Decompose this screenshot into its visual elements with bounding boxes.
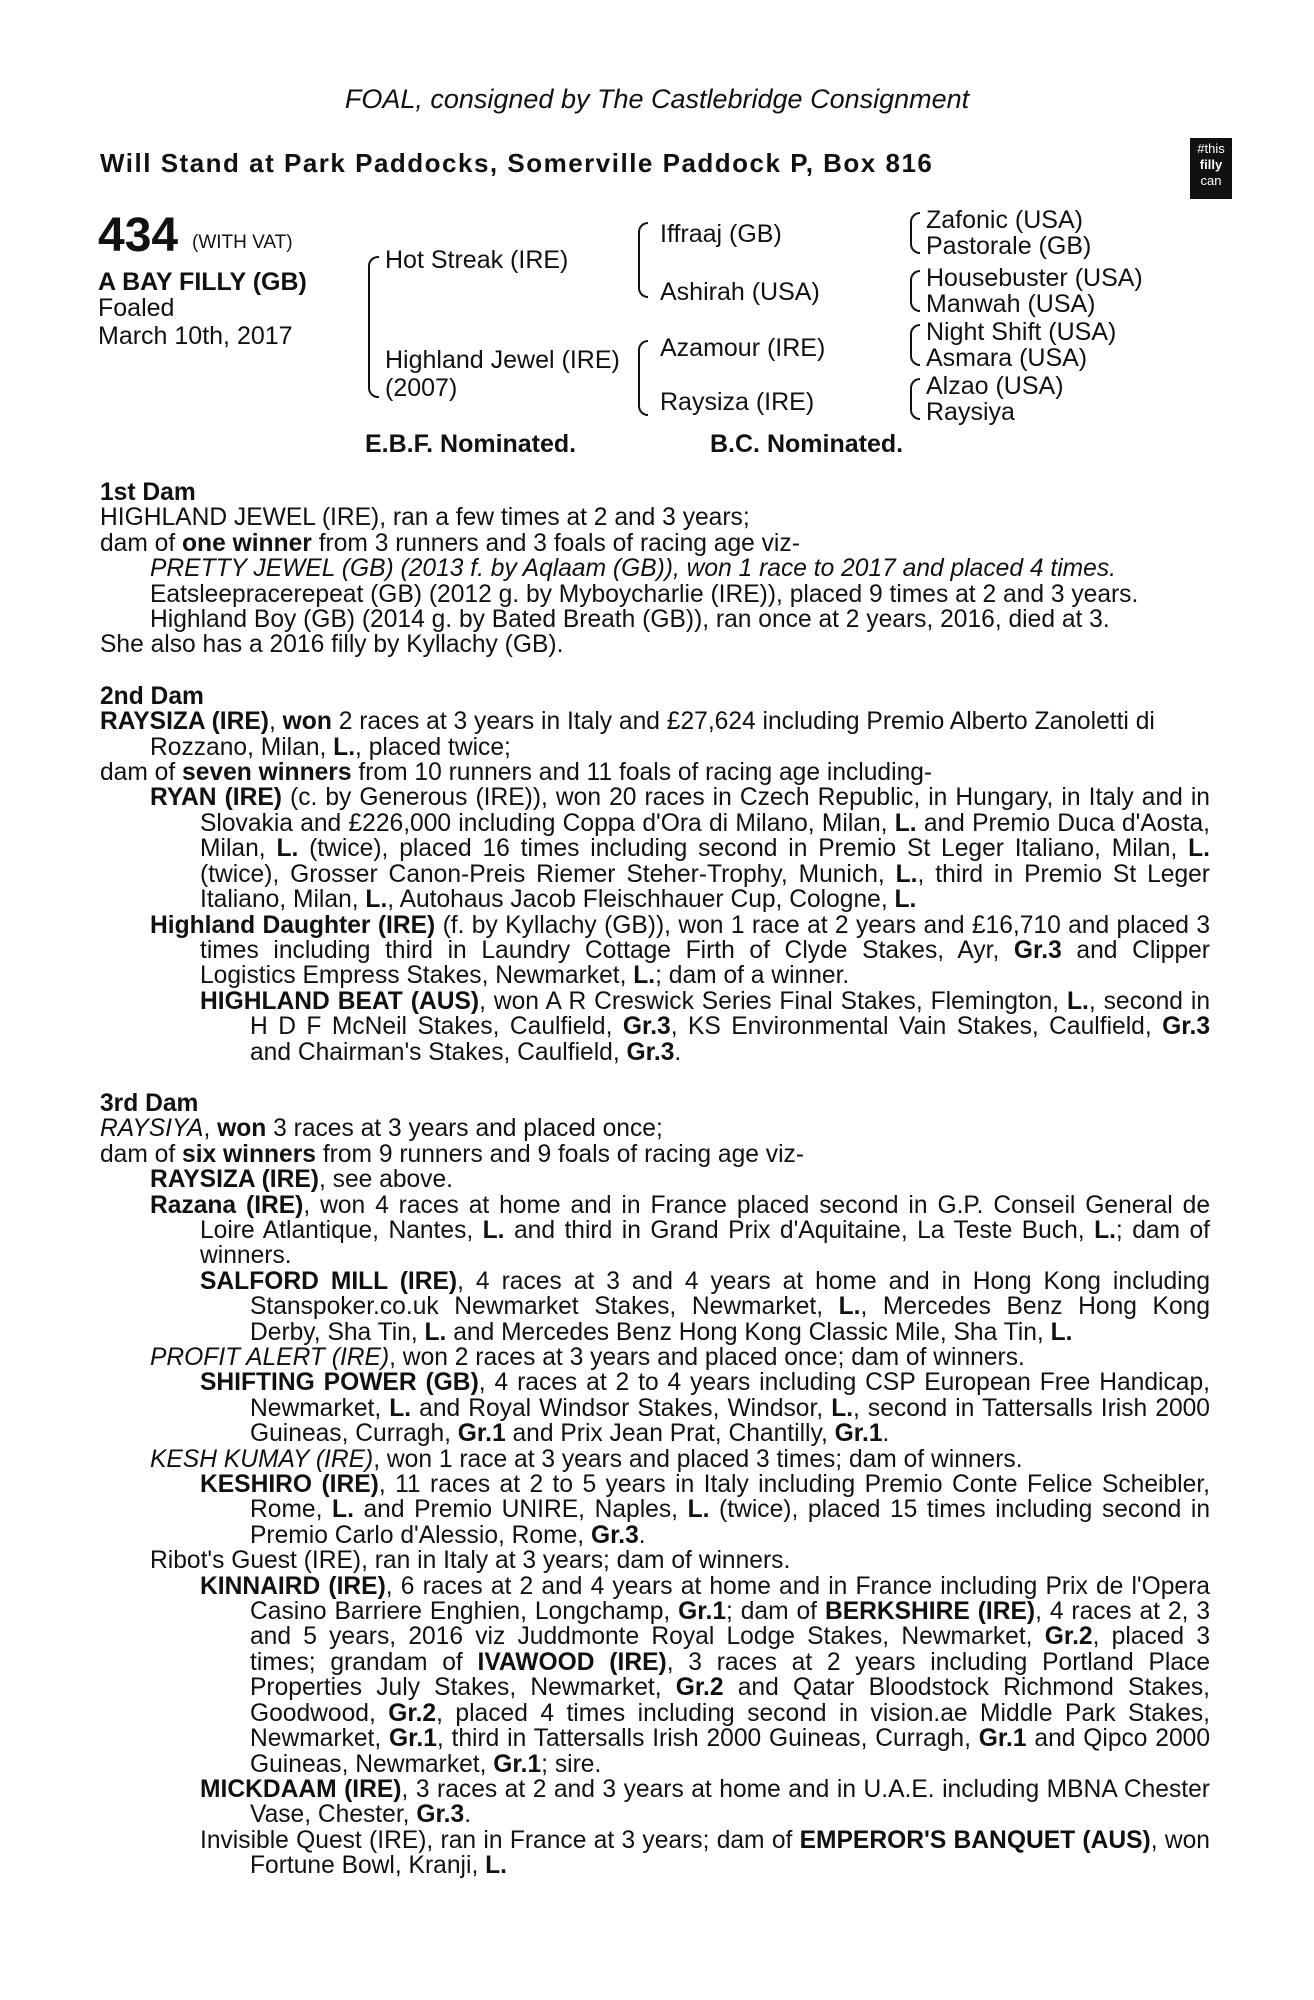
grand-offspring-entry: HIGHLAND BEAT (AUS), won A R Creswick Series Final Stakes, Flemington, L., second in H D F McNeil Stakes, Caulfield, Gr.3, KS Environmental Vain Stakes, Caulfield, Gr.3 and Chairman's Stakes, Caulfield, Gr.3.: [200, 987, 1210, 1066]
pedigree-dds: Alzao (USA): [926, 372, 1064, 400]
page-title: FOAL, consigned by The Castlebridge Consignment: [344, 84, 970, 114]
offspring-entry: PROFIT ALERT (IRE), won 2 races at 3 years and placed once; dam of winners.: [150, 1344, 1025, 1371]
pedigree-ssd: Pastorale (GB): [926, 232, 1092, 260]
pedigree-brace-1: [368, 256, 379, 398]
first-dam-heading: 1st Dam: [100, 479, 196, 506]
first-dam-note: She also has a 2016 filly by Kyllachy (GB).: [100, 631, 564, 659]
pedigree-sss: Zafonic (USA): [926, 206, 1083, 234]
first-dam-produce: dam of one winner from 3 runners and 3 foals of racing age viz-: [100, 529, 800, 557]
logo-line-3: can: [1200, 173, 1222, 188]
pedigree-sds: Housebuster (USA): [926, 264, 1143, 292]
pedigree-brace-3c: [910, 324, 920, 366]
grand-offspring-entry: SHIFTING POWER (GB), 4 races at 2 to 4 years including CSP European Free Handicap, Newmarket, L. and Royal Windsor Stakes, Windsor, L., second in Tattersalls Irish 2000 Guineas, Curragh, Gr.1 and Prix Jean Prat, Chantilly, Gr.1.: [200, 1369, 1210, 1448]
offspring-entry: KESH KUMAY (IRE), won 1 race at 3 years and placed 3 times; dam of winners.: [150, 1445, 1023, 1473]
offspring-entry: Highland Daughter (IRE) (f. by Kyllachy (GB)), won 1 race at 2 years and £16,710 and placed 3 times including third in Laundry Cottage Firth of Clyde Stakes, Ayr, Gr.3 and Clipper Logistics Empress Stakes, Newmarket, L.; dam of a winner.: [150, 911, 1211, 990]
ebf-nominated: E.B.F. Nominated.: [365, 430, 577, 458]
offspring-entry: Ribot's Guest (IRE), ran in Italy at 3 years; dam of winners.: [150, 1547, 791, 1575]
logo-line-2: filly: [1199, 157, 1223, 172]
bc-nominated: B.C. Nominated.: [710, 430, 904, 458]
pedigree-dam: [385, 346, 620, 402]
third-dam-record: RAYSIYA, won 3 races at 3 years and placed once;: [100, 1115, 663, 1143]
offspring-entry: RYAN (IRE) (c. by Generous (IRE)), won 20 races in Czech Republic, in Hungary, in Italy and in Slovakia and £226,000 including Coppa d'Ora di Milano, Milan, L. and Premio Duca d'Aosta, Milan, L. (twice), placed 16 times including second in Premio St Leger Italiano, Milan, L. (twice), Grosser Canon-Preis Riemer Steher-Trophy, Munich, L., third in Premio St Leger Italiano, Milan, L., Autohaus Jacob Fleischhauer Cup, Cologne, L.: [150, 784, 1211, 914]
pedigree-sdd: Manwah (USA): [926, 290, 1096, 318]
second-dam-record: RAYSIZA (IRE), won 2 races at 3 years in Italy and £27,624 including Premio Alberto Zanoletti di Rozzano, Milan, L., placed twice;: [100, 708, 1155, 761]
pedigree-dam-dam: Raysiza (IRE): [660, 388, 815, 416]
this-filly-can-logo: [1190, 138, 1232, 199]
pedigree-dam-year: (2007): [385, 374, 458, 402]
grand-offspring-entry: Invisible Quest (IRE), ran in France at 3 years; dam of EMPEROR'S BANQUET (AUS), won Fortune Bowl, Kranji, L.: [200, 1826, 1210, 1880]
grand-offspring-entry: KINNAIRD (IRE), 6 races at 2 and 4 years at home and in France including Prix de l'Opera Casino Barriere Enghien, Longchamp, Gr.1; dam of BERKSHIRE (IRE), 4 races at 2, 3 and 5 years, 2016 viz Juddmonte Royal Lodge Stakes, Newmarket, Gr.2, placed 3 times; grandam of IVAWOOD (IRE), 3 races at 2 years including Portland Place Properties July Stakes, Newmarket, Gr.2 and Qatar Bloodstock Richmond Stakes, Goodwood, Gr.2, placed 4 times including second in vision.ae Middle Park Stakes, Newmarket, Gr.1, third in Tattersalls Irish 2000 Guineas, Curragh, Gr.1 and Qipco 2000 Guineas, Newmarket, Gr.1; sire.: [200, 1572, 1211, 1778]
pedigree-brace-2b: [638, 340, 648, 416]
offspring-line: Eatsleepracerepeat (GB) (2012 g. by Myboycharlie (IRE)), placed 9 times at 2 and 3 years.: [150, 580, 1139, 608]
pedigree-sire-sire: Iffraaj (GB): [660, 220, 782, 248]
catalogue-body: [100, 480, 1210, 1879]
foaled-date: March 10th, 2017: [98, 322, 293, 350]
offspring-entry: Razana (IRE), won 4 races at home and in France placed second in G.P. Conseil General de Loire Atlantique, Nantes, L. and third in Grand Prix d'Aquitaine, La Teste Buch, L.; dam of winners.: [150, 1191, 1211, 1270]
third-dam-produce: dam of six winners from 9 runners and 9 foals of racing age viz-: [100, 1140, 805, 1168]
lot-number: 434: [98, 209, 179, 262]
offspring-entry: RAYSIZA (IRE), see above.: [150, 1166, 453, 1194]
second-dam-heading: 2nd Dam: [100, 682, 204, 710]
stand-location: Will Stand at Park Paddocks, Somerville Paddock P, Box 816: [100, 148, 934, 178]
pedigree-ddd: Raysiya: [926, 398, 1015, 426]
grand-offspring-entry: SALFORD MILL (IRE), 4 races at 3 and 4 years at home and in Hong Kong including Stanspoker.co.uk Newmarket Stakes, Newmarket, L., Mercedes Benz Hong Kong Derby, Sha Tin, L. and Mercedes Benz Hong Kong Classic Mile, Sha Tin, L.: [200, 1267, 1211, 1346]
foaled-label: Foaled: [98, 294, 175, 322]
pedigree-brace-2a: [638, 222, 648, 298]
grand-offspring-entry: KESHIRO (IRE), 11 races at 2 to 5 years in Italy including Premio Conte Felice Scheibler, Rome, L. and Premio UNIRE, Naples, L. (twice), placed 15 times including second in Premio Carlo d'Alessio, Rome, Gr.3.: [200, 1471, 1211, 1549]
first-dam-record: HIGHLAND JEWEL (IRE), ran a few times at 2 and 3 years;: [100, 504, 750, 532]
offspring-line: PRETTY JEWEL (GB) (2013 f. by Aqlaam (GB)), won 1 race to 2017 and placed 4 times.: [150, 555, 1116, 583]
pedigree-brace-3d: [910, 378, 920, 420]
pedigree-sire: Hot Streak (IRE): [385, 246, 569, 274]
lot-name: A BAY FILLY (GB): [98, 268, 307, 296]
pedigree-dsd: Asmara (USA): [926, 344, 1088, 372]
pedigree-brace-3b: [910, 270, 920, 312]
pedigree-dam-sire: Azamour (IRE): [660, 334, 826, 362]
logo-line-1: #this: [1197, 141, 1225, 156]
offspring-line: Highland Boy (GB) (2014 g. by Bated Breath (GB)), ran once at 2 years, 2016, died at 3.: [150, 606, 1110, 634]
pedigree-brace-3a: [910, 212, 920, 254]
pedigree-dss: Night Shift (USA): [926, 318, 1117, 346]
lot-vat: (WITH VAT): [192, 232, 293, 253]
grand-offspring-entry: MICKDAAM (IRE), 3 races at 2 and 3 years at home and in U.A.E. including MBNA Chester Vase, Chester, Gr.3.: [200, 1775, 1210, 1829]
third-dam-heading: 3rd Dam: [100, 1089, 199, 1117]
pedigree-sire-dam: Ashirah (USA): [660, 278, 820, 306]
lot-foaled: [98, 294, 293, 350]
pedigree-dam-name: Highland Jewel (IRE): [385, 346, 620, 374]
second-dam-produce: dam of seven winners from 10 runners and 11 foals of racing age including-: [100, 759, 933, 787]
